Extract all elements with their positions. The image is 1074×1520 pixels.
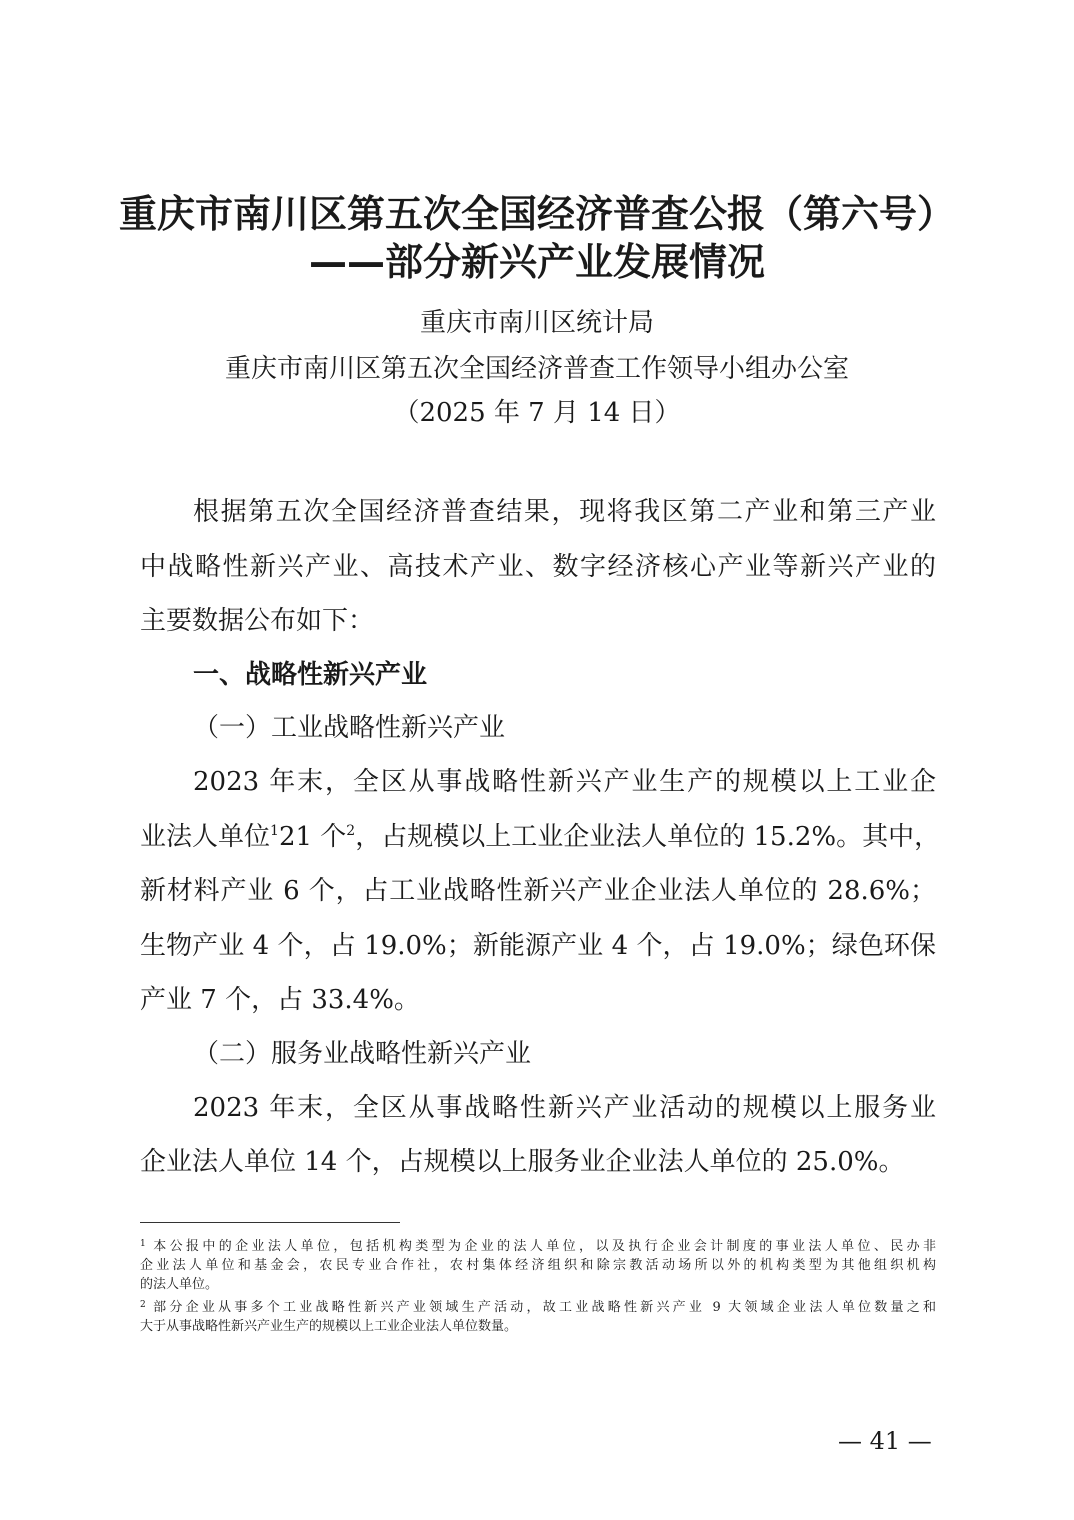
page-number: — 41 — — [838, 1427, 932, 1455]
section-heading: 一、战略性新兴产业 — [193, 660, 428, 690]
footnote-divider — [140, 1222, 400, 1223]
paragraph-line: 2023 年末，全区从事战略性新兴产业活动的规模以上服务业 — [193, 1093, 936, 1123]
footnote-2-line — [140, 1299, 936, 1316]
publish-date: （2025 年 7 月 14 日） — [393, 398, 681, 428]
paragraph-line: 企业法人单位 14 个，占规模以上服务业企业法人单位的 25.0%。 — [140, 1147, 905, 1177]
footnote-2-mark: 2 — [140, 1300, 146, 1310]
intro-line: 主要数据公布如下： — [140, 606, 375, 636]
issuer-statistics-bureau: 重庆市南川区统计局 — [419, 308, 654, 338]
footnote-1-line: 的法人单位。 — [140, 1277, 219, 1292]
paragraph-line: 2023 年末，全区从事战略性新兴产业生产的规模以上工业企 — [193, 767, 936, 797]
subsection-heading: （二）服务业战略性新兴产业 — [193, 1039, 532, 1069]
paragraph-line: 产业 7 个，占 33.4%。 — [140, 985, 420, 1015]
footnote-1-line: 企业法人单位和基金会，农民专业合作社，农村集体经济组织和除宗教活动场所以外的机构类型为其他组织机构 — [140, 1258, 936, 1273]
page-title-line-1: 重庆市南川区第五次全国经济普查公报（第六号） — [118, 192, 955, 236]
paragraph-line: 新材料产业 6 个，占工业战略性新兴产业企业法人单位的 28.6%； — [140, 876, 936, 906]
footnote-ref-1[interactable]: 1 — [270, 823, 279, 839]
paragraph-text: ，占规模以上工业企业法人单位的 15.2%。其中， — [355, 822, 941, 852]
footnote-1-mark: 1 — [140, 1239, 146, 1249]
footnote-ref-2[interactable]: 2 — [346, 823, 356, 839]
paragraph-text: 21 个 — [278, 822, 347, 852]
paragraph-line: 生物产业 4 个，占 19.0%；新能源产业 4 个，占 19.0%；绿色环保 — [140, 931, 936, 961]
footnote-text: 部分企业从事多个工业战略性新兴产业领域生产活动，故工业战略性新兴产业 9 大领域企业法人单位数量之和 — [145, 1300, 936, 1315]
paragraph-text: 业法人单位 — [140, 822, 271, 852]
footnote-1-line — [140, 1238, 936, 1255]
subsection-heading: （一）工业战略性新兴产业 — [193, 713, 506, 743]
intro-line: 根据第五次全国经济普查结果，现将我区第二产业和第三产业 — [193, 497, 936, 527]
paragraph-line — [140, 819, 941, 855]
intro-line: 中战略性新兴产业、高技术产业、数字经济核心产业等新兴产业的 — [140, 552, 936, 582]
page-title-line-2: ——部分新兴产业发展情况 — [308, 240, 765, 284]
issuer-census-office: 重庆市南川区第五次全国经济普查工作领导小组办公室 — [224, 354, 849, 384]
footnote-2-line: 大于从事战略性新兴产业生产的规模以上工业企业法人单位数量。 — [140, 1319, 518, 1334]
footnote-text: 本公报中的企业法人单位，包括机构类型为企业的法人单位，以及执行企业会计制度的事业法人单位、民办非 — [145, 1239, 936, 1254]
